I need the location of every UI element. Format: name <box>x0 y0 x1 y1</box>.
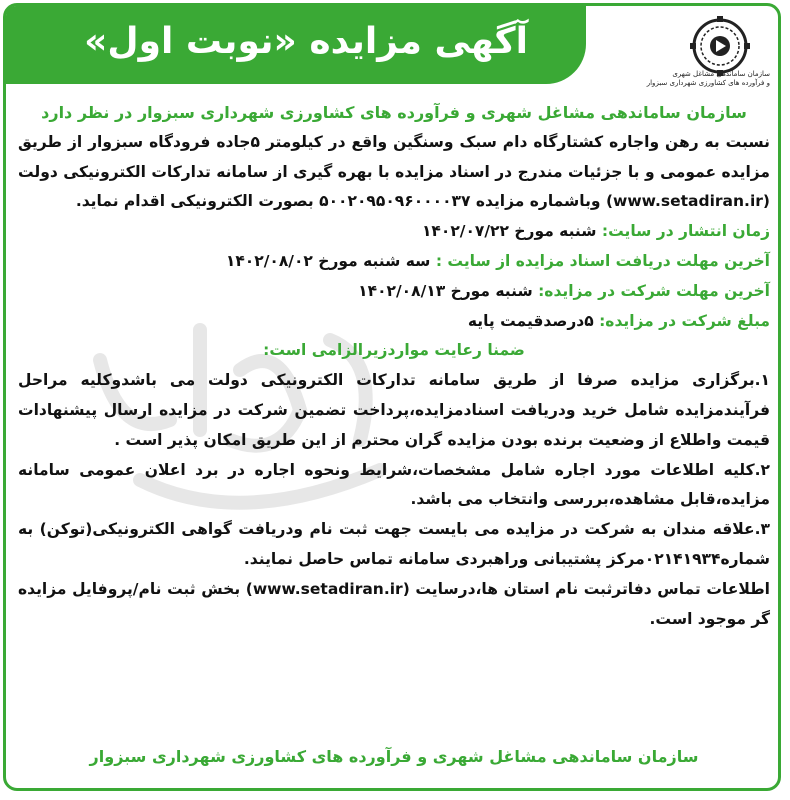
note-3: ۳.علاقه مندان به شرکت در مزایده می بایست جهت ثبت نام ودریافت گواهی الکترونیکی(توکن) به شماره۰۲۱۴۱۹۳۴مرکز پشتیبانی وراهبردی سامانه تماس حاصل نمایند. <box>18 520 770 568</box>
docs-deadline-label: آخرین مهلت دریافت اسناد مزایده از سایت : <box>435 251 770 270</box>
ad-title: آگهی مزایده «نوبت اول» <box>84 21 528 62</box>
note-4: اطلاعات تماس دفاترثبت نام استان ها،درسایت (www.setadiran.ir) بخش ثبت نام/پروفایل مزایده گر موجود است. <box>18 579 770 628</box>
bid-deadline-label: آخرین مهلت شرکت در مزایده: <box>538 281 770 300</box>
deposit-label: مبلغ شرکت در مزایده: <box>599 311 770 330</box>
note-1: ۱.برگزاری مزایده صرفا از طریق سامانه تدارکات الکترونیکی دولت می باشدوکلیه مراحل فرآیندمزایده شامل خرید ودریافت اسنادمزایده،پرداخت تضمین شرکت در مزایده ارسال پیشنهادات قیمت واطلاع از وضعیت برنده بودن مزایده گران محترم از این طریق امکان پذیر است . <box>18 371 770 449</box>
intro-text: نسبت به رهن واجاره کشتارگاه دام سبک وسنگین واقع در کیلومتر ۵جاده فرودگاه سبزوار از طریق مزایده عمومی و با جزئیات مندرج در اسناد مزایده با بهره گیری از سامانه تدارکات الکترونیکی دولت (www.setadiran.ir) وباشماره مزایده ۵۰۰۲۰۹۵۰۹۶۰۰۰۰۳۷ بصورت الکترونیکی اقدام نماید. <box>18 132 770 211</box>
logo-caption-line2: و فرآورده های کشاورزی شهرداری سبزوار <box>646 79 770 87</box>
publish-value: شنبه مورخ ۱۴۰۲/۰۷/۲۲ <box>421 222 597 241</box>
notes-heading: ضمنا رعایت مواردزیرالزامی است: <box>263 341 525 360</box>
bid-deadline-value: شنبه مورخ ۱۴۰۲/۰۸/۱۳ <box>358 281 533 300</box>
title-banner <box>6 6 586 84</box>
intro-heading: سازمان ساماندهی مشاغل شهری و فرآورده های کشاورزی شهرداری سبزوار در نظر دارد <box>41 103 747 122</box>
docs-deadline-value: سه شنبه مورخ ۱۴۰۲/۰۸/۰۲ <box>225 251 431 270</box>
deposit-row <box>18 307 770 337</box>
deposit-value: ۵درصدقیمت پایه <box>467 311 594 330</box>
publish-row <box>18 217 770 247</box>
logo-caption-line1: سازمان ساماندهی مشاغل شهری <box>672 70 770 78</box>
bid-deadline-row <box>18 277 770 307</box>
footer-org: سازمان ساماندهی مشاغل شهری و فرآورده های کشاورزی شهرداری سبزوار <box>89 747 699 766</box>
note-2: ۲.کلیه اطلاعات مورد اجاره شامل مشخصات،شرایط ونحوه اجاره در برد اعلان عمومی سامانه مزایده،قابل مشاهده،بررسی وانتخاب می باشد. <box>18 460 770 509</box>
ad-body <box>18 98 770 634</box>
logo-caption <box>610 70 770 88</box>
publish-label: زمان انتشار در سایت: <box>601 222 770 241</box>
docs-deadline-row <box>18 247 770 277</box>
